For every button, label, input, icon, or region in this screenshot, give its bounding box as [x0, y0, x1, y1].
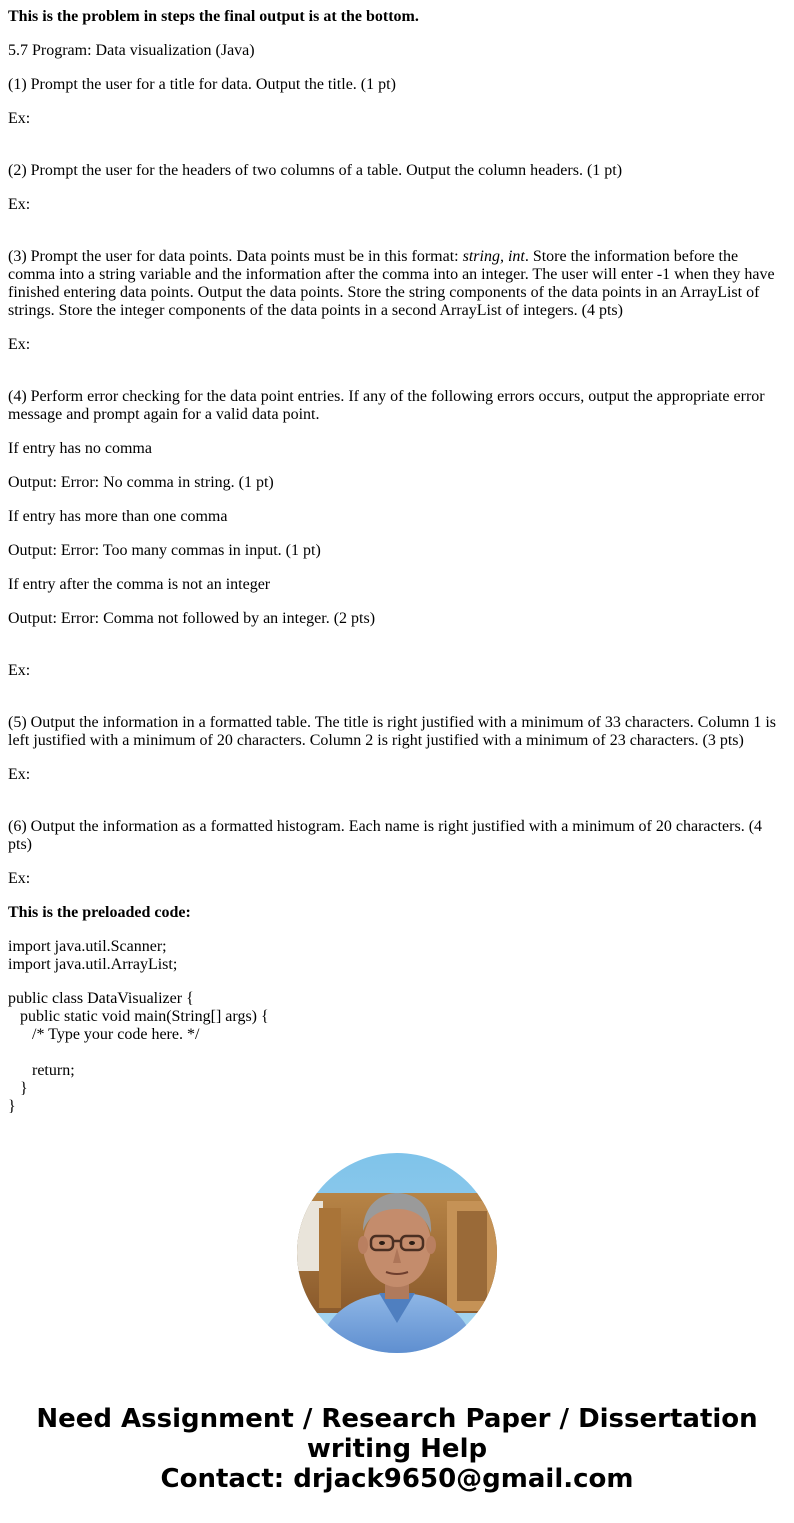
- code-line: }: [8, 1098, 16, 1115]
- example-placeholder: [8, 230, 786, 248]
- code-line: import java.util.ArrayList;: [8, 956, 178, 973]
- example-label: Ex:: [8, 336, 31, 353]
- code-line: return;: [8, 1062, 75, 1079]
- code-line: }: [8, 1080, 28, 1097]
- step-5: (5) Output the information in a formatted table. The title is right justified with a minimum of 33 characters. Column 1 is left justified with a minimum of 20 characters. Column 2 is right justified with a minimum of 23 characters. (3 pts): [8, 714, 776, 749]
- step-1: (1) Prompt the user for a title for data. Output the title. (1 pt): [8, 76, 396, 93]
- step-3: [8, 248, 786, 320]
- error-output: Output: Error: Too many commas in input. (1 pt): [8, 542, 321, 559]
- code-class: [8, 990, 786, 1116]
- example-label: Ex:: [8, 662, 31, 679]
- code-blank-line: [8, 1044, 786, 1062]
- error-condition: If entry after the comma is not an integer: [8, 576, 271, 593]
- error-condition: If entry has no comma: [8, 440, 152, 457]
- example-placeholder: [8, 696, 786, 714]
- contact-email: Contact: drjack9650@gmail.com: [160, 1464, 634, 1494]
- avatar-portrait-image: [297, 1153, 497, 1353]
- error-output: Output: Error: Comma not followed by an integer. (2 pts): [8, 610, 376, 627]
- error-output: Output: Error: No comma in string. (1 pt): [8, 474, 274, 491]
- example-placeholder: [8, 144, 786, 162]
- example-label: Ex:: [8, 196, 31, 213]
- contact-banner: [0, 1404, 794, 1494]
- step-4: (4) Perform error checking for the data point entries. If any of the following errors occurs, output the appropriate error message and prompt again for a valid data point.: [8, 388, 765, 423]
- code-imports: [8, 938, 786, 974]
- error-condition: If entry has more than one comma: [8, 508, 228, 525]
- step-3-format: string, int: [462, 248, 525, 265]
- example-placeholder: [8, 370, 786, 388]
- code-line: import java.util.Scanner;: [8, 938, 167, 955]
- example-label: Ex:: [8, 766, 31, 783]
- step-2: (2) Prompt the user for the headers of two columns of a table. Output the column headers. (1 pt): [8, 162, 623, 179]
- problem-heading: 5.7 Program: Data visualization (Java): [8, 42, 255, 59]
- banner-line: writing Help: [306, 1434, 488, 1464]
- code-line: public static void main(String[] args) {: [8, 1008, 269, 1025]
- banner-line: Need Assignment / Research Paper / Dissertation: [36, 1404, 758, 1434]
- example-label: Ex:: [8, 110, 31, 127]
- document-body: [8, 8, 786, 1116]
- step-6: (6) Output the information as a formatted histogram. Each name is right justified with a minimum of 20 characters. (4 pts): [8, 818, 763, 853]
- intro-note: This is the problem in steps the final output is at the bottom.: [8, 8, 419, 25]
- example-label: Ex:: [8, 870, 31, 887]
- step-3-text-b: . Store the information before the comma into a string variable and the information after the comma into an integer. The user will enter -1 when they have finished entering data points. Output the data points. Store the string components of the data points in an ArrayList of strings. Store the integer components of the data points in a second ArrayList of integers. (4 pts): [8, 248, 775, 319]
- step-3-text-a: (3) Prompt the user for data points. Data points must be in this format:: [8, 248, 463, 265]
- example-placeholder: [8, 800, 786, 818]
- preloaded-code-heading: This is the preloaded code:: [8, 904, 191, 921]
- avatar: [297, 1153, 497, 1353]
- example-placeholder: [8, 644, 786, 662]
- code-line: public class DataVisualizer {: [8, 990, 194, 1007]
- code-line: /* Type your code here. */: [8, 1026, 200, 1043]
